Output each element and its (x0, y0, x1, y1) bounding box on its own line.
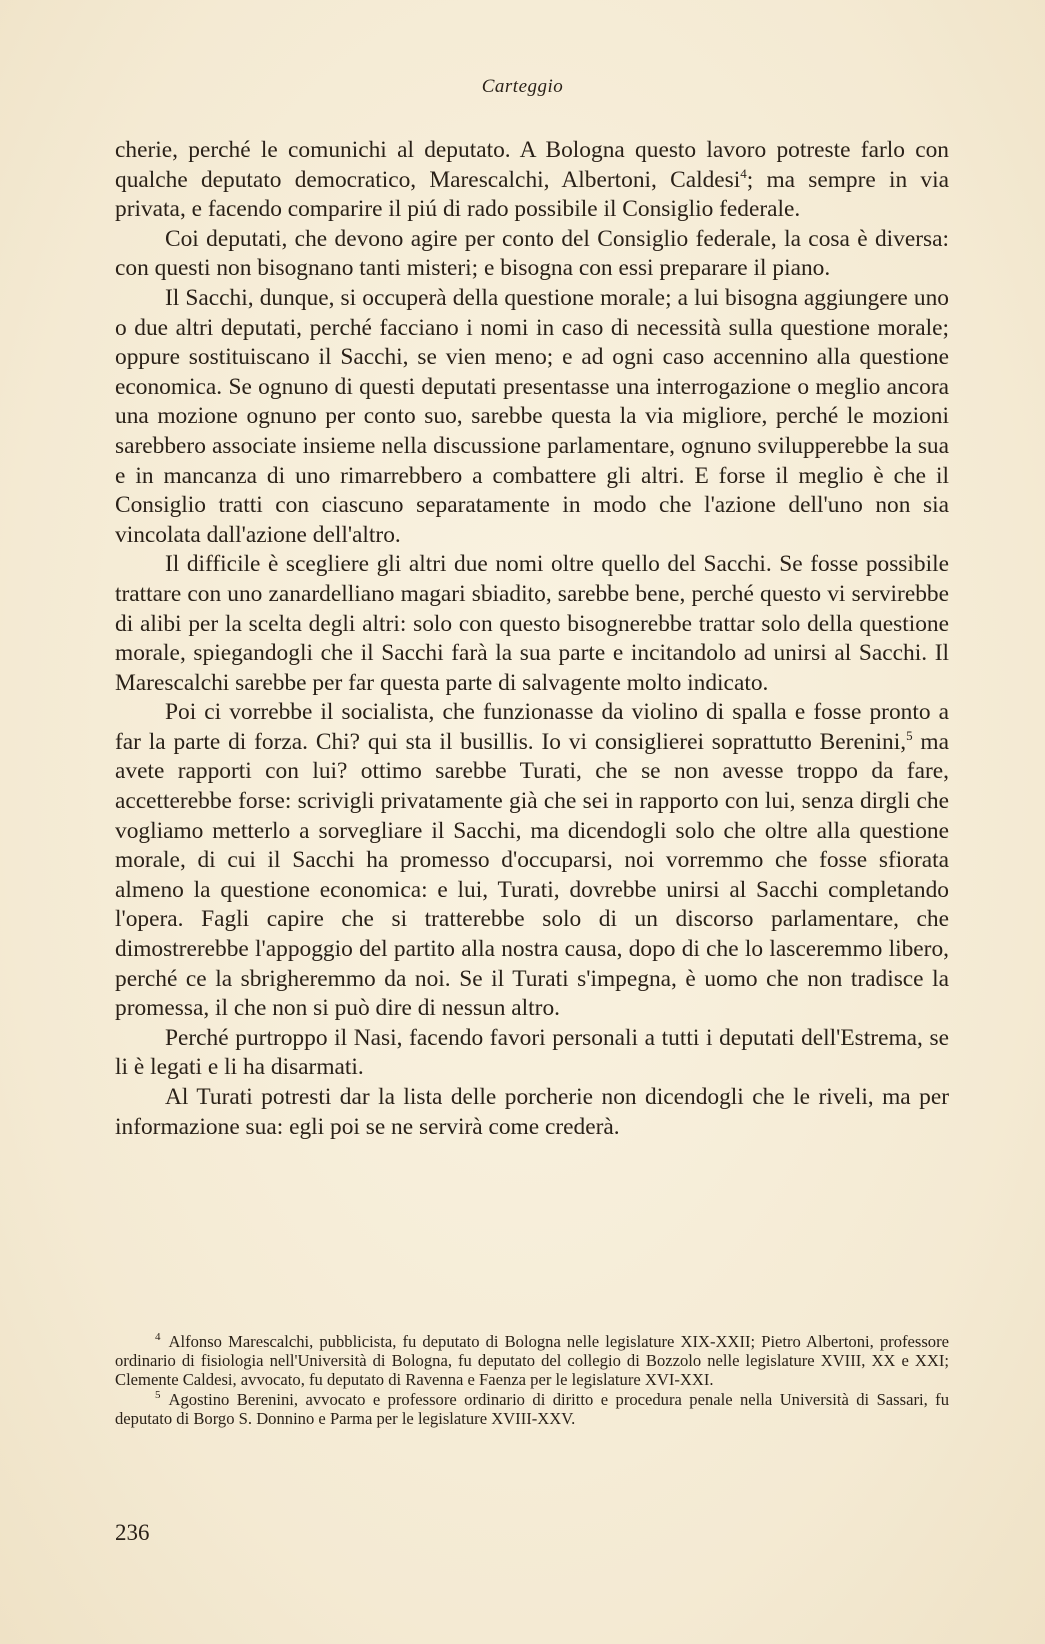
paragraph-6: Perché purtroppo il Nasi, facendo favori personali a tutti i deputati dell'Estrema, se li è legati e li ha disarmati. (115, 1024, 949, 1081)
paragraph-5-text: Poi ci vorrebbe il socialista, che funzionasse da violino di spalla e fosse pronto a far la parte di forza. Chi? qui sta il busillis. Io vi consiglierei soprattutto Berenini, (115, 699, 949, 755)
footnote-ref-4[interactable]: 4 (740, 165, 747, 181)
footnote-4 (115, 1332, 949, 1390)
footnote-5-mark: 5 (155, 1389, 161, 1402)
paragraph-3: Il Sacchi, dunque, si occuperà della questione morale; a lui bisogna aggiungere uno o due altri deputati, perché facciano i nomi in caso di necessità sulla questione morale; oppure sostituiscano il Sacchi, se vien meno; e ad ogni caso accennino alla questione economica. Se ognuno di questi deputati presentasse una interrogazione o meglio ancora una mozione ognuno per conto suo, sarebbe questa la via migliore, perché le mozioni sarebbero associate insieme nella discussione parlamentare, ognuno svilupperebbe la sua e in mancanza di uno rimarrebbero a combattere gli altri. E forse il meglio è che il Consiglio tratti con ciascuno separatamente in modo che l'azione dell'uno non sia vincolata dall'azione dell'altro. (115, 284, 949, 548)
footnote-4-text: Alfonso Marescalchi, pubblicista, fu deputato di Bologna nelle legislature XIX-XXII; Pietro Albertoni, professore ordinario di fisiologia nell'Università di Bologna, fu deputato del collegio di Bozzolo nelle legislature XVIII, XX e XXI; Clemente Caldesi, avvocato, fu deputato di Ravenna e Faenza per le legislature XVI-XXI. (115, 1332, 949, 1390)
footnote-ref-5[interactable]: 5 (906, 728, 913, 744)
paragraph-5 (115, 698, 949, 1024)
paragraph-1-text: cherie, perché le comunichi al deputato. A Bologna questo lavoro potreste farlo con qualche deputato democratico, Marescalchi, Albertoni, Caldesi (115, 137, 949, 193)
footnote-5-text: Agostino Berenini, avvocato e professore ordinario di diritto e procedura penale nella Università di Sassari, fu deputato di Borgo S. Donnino e Parma per le legislature XVIII-XXV. (115, 1389, 949, 1428)
footnote-5 (115, 1390, 949, 1428)
paragraph-5-tail: ma avete rapporti con lui? ottimo sarebbe Turati, che se non avesse troppo da fare, accetterebbe forse: scrivigli privatamente già che sei in rapporto con lui, senza dirgli che vogliamo metterlo a sorvegliare il Sacchi, ma dicendogli solo che oltre alla questione morale, di cui il Sacchi ha promesso d'occuparsi, noi vorremmo che fosse sfiorata almeno la questione economica: e lui, Turati, dovrebbe unirsi al Sacchi completando l'opera. Fagli capire che si tratterebbe solo di un discorso parlamentare, che dimostrerebbe l'appoggio del partito alla nostra causa, dopo di che lo lasceremmo libero, perché ce la sbrigheremmo da noi. Se il Turati s'impegna, è uomo che non tradisce la promessa, il che non si può dire di nessun altro. (115, 728, 949, 1022)
paragraph-7: Al Turati potresti dar la lista delle porcherie non dicendogli che le riveli, ma per informazione sua: egli poi se ne servirà come crederà. (115, 1084, 949, 1140)
paragraph-2: Coi deputati, che devono agire per conto del Consiglio federale, la cosa è diversa: con questi non bisognano tanti misteri; e bisogna con essi preparare il piano. (115, 225, 949, 282)
body-text (115, 136, 949, 1142)
running-title: Carteggio (481, 76, 564, 97)
paragraph-1-tail: ; ma sempre in via privata, e facendo comparire il piú di rado possibile il Consiglio federale. (115, 166, 949, 223)
footnotes (115, 1332, 949, 1428)
footnote-4-mark: 4 (155, 1331, 161, 1344)
paragraph-4: Il difficile è scegliere gli altri due nomi oltre quello del Sacchi. Se fosse possibile trattare con uno zanardelliano magari sbiadito, sarebbe bene, perché questo vi servirebbe di alibi per la scelta degli altri: solo con questo bisognerebbe trattar solo della questione morale, spiegandogli che il Sacchi farà la sua parte e incitandolo ad unirsi al Sacchi. Il Marescalchi sarebbe per far questa parte di salvagente molto indicato. (115, 551, 949, 696)
page-number: 236 (115, 1520, 150, 1545)
paragraph-1 (115, 136, 949, 225)
